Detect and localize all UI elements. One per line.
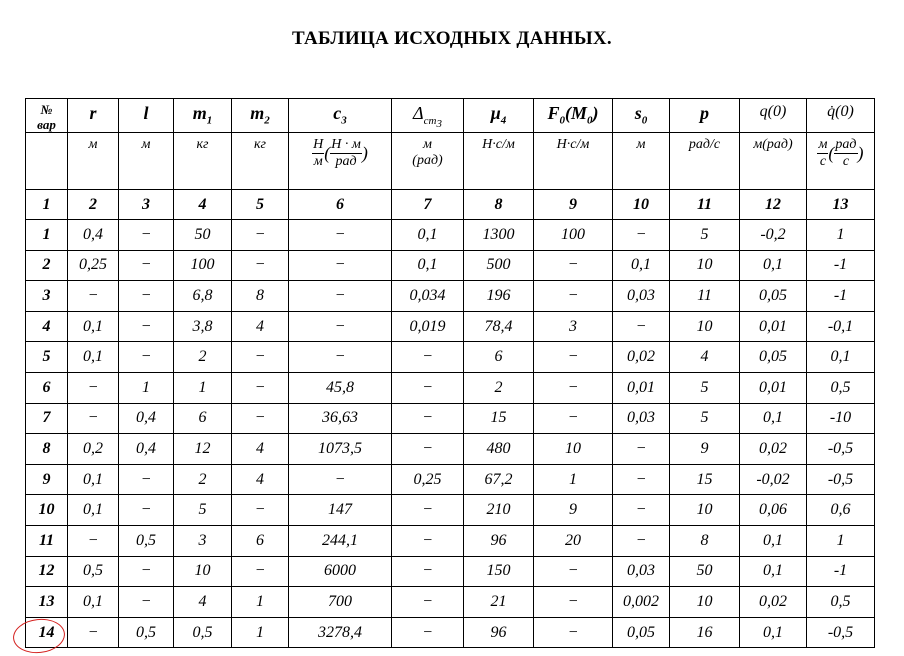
column-number: 4 [174,190,232,220]
table-cell: 10 [534,434,613,465]
table-cell: 1 [534,464,613,495]
table-cell: − [289,311,392,342]
unit-mu4: Н·с/м [464,133,534,190]
variant-number: 4 [26,311,68,342]
table-cell: 2 [174,464,232,495]
table-cell: − [392,342,464,373]
header-mu4: $\mu_4$ [464,99,534,133]
table-cell: -1 [807,250,875,281]
header-c3: $c_3$ [289,99,392,133]
table-cell: 0,01 [613,372,670,403]
unit-variant [26,133,68,190]
variant-number: 14 [26,617,68,648]
variant-number: 6 [26,372,68,403]
variant-number: 10 [26,495,68,526]
table-cell: 4 [232,464,289,495]
table-row [26,495,875,526]
table-cell: 1 [232,587,289,618]
table-cell: 6 [464,342,534,373]
table-cell: − [68,617,119,648]
table-row [26,281,875,312]
table-cell: − [534,342,613,373]
table-cell: 0,4 [68,220,119,251]
header-m2: $m_2$ [232,99,289,133]
table-cell: 10 [670,495,740,526]
table-cell: 67,2 [464,464,534,495]
table-cell: − [613,434,670,465]
table-cell: 150 [464,556,534,587]
table-cell: 3 [174,525,232,556]
table-cell: − [232,556,289,587]
table-cell: 50 [670,556,740,587]
table-row [26,342,875,373]
table-cell: 0,019 [392,311,464,342]
unit-l: м [119,133,174,190]
variant-number: 3 [26,281,68,312]
unit-p: рад/с [670,133,740,190]
table-cell: 9 [534,495,613,526]
table-cell: − [613,495,670,526]
table-cell: 8 [670,525,740,556]
table-cell: 10 [670,587,740,618]
table-cell: 16 [670,617,740,648]
table-cell: − [392,617,464,648]
table-cell: 0,1 [392,220,464,251]
table-cell: 4 [174,587,232,618]
table-row [26,311,875,342]
table-cell: 0,06 [740,495,807,526]
table-cell: 10 [670,311,740,342]
unit-m2: кг [232,133,289,190]
table-cell: − [119,342,174,373]
table-cell: 5 [174,495,232,526]
header-f0-m0: $F_0(M_0)$ [534,99,613,133]
table-cell: 0,05 [613,617,670,648]
table-cell: − [613,220,670,251]
unit-f0: Н·с/м [534,133,613,190]
page-title: ТАБЛИЦА ИСХОДНЫХ ДАННЫХ. [292,28,612,49]
column-number: 6 [289,190,392,220]
variant-number: 2 [26,250,68,281]
table-cell: 0,034 [392,281,464,312]
table-cell: 0,02 [613,342,670,373]
table-cell: − [232,250,289,281]
table-cell: − [534,617,613,648]
header-qdot0: q̇(0) [807,99,875,133]
table-cell: 0,1 [740,525,807,556]
table-cell: − [232,403,289,434]
table-cell: − [534,587,613,618]
table-cell: 21 [464,587,534,618]
table-cell: -0,5 [807,617,875,648]
table-cell: − [534,250,613,281]
table-cell: 11 [670,281,740,312]
table-cell: 5 [670,403,740,434]
table-cell: − [392,587,464,618]
table-cell: − [289,342,392,373]
table-cell: 147 [289,495,392,526]
table-cell: − [119,311,174,342]
table-cell: 78,4 [464,311,534,342]
variant-number: 7 [26,403,68,434]
table-cell: 1 [119,372,174,403]
table-cell: 0,4 [119,434,174,465]
table-cell: 0,5 [807,372,875,403]
table-cell: 9 [670,434,740,465]
table-cell: 50 [174,220,232,251]
table-cell: − [119,587,174,618]
column-number: 1 [26,190,68,220]
table-cell: 0,6 [807,495,875,526]
table-cell: 0,05 [740,342,807,373]
table-cell: 1300 [464,220,534,251]
table-cell: 480 [464,434,534,465]
header-row-symbols [26,99,875,133]
table-cell: 0,1 [68,464,119,495]
table-cell: 0,1 [68,342,119,373]
unit-m1: кг [174,133,232,190]
header-q0: q(0) [740,99,807,133]
variant-number: 1 [26,220,68,251]
table-cell: − [613,525,670,556]
table-cell: − [289,281,392,312]
table-cell: 3,8 [174,311,232,342]
column-number: 7 [392,190,464,220]
table-cell: 0,01 [740,372,807,403]
table-cell: − [119,556,174,587]
table-cell: 96 [464,617,534,648]
table-cell: 0,25 [68,250,119,281]
table-cell: 0,1 [740,617,807,648]
column-number: 10 [613,190,670,220]
table-cell: 36,63 [289,403,392,434]
table-cell: − [119,220,174,251]
table-cell: − [534,372,613,403]
table-row [26,220,875,251]
table-cell: 0,5 [174,617,232,648]
table-cell: 1 [174,372,232,403]
table-cell: − [68,281,119,312]
table-cell: 0,4 [119,403,174,434]
table-cell: − [289,464,392,495]
table-cell: 0,2 [68,434,119,465]
table-row [26,587,875,618]
table-cell: − [392,403,464,434]
table-row [26,250,875,281]
table-cell: 0,5 [119,525,174,556]
table-cell: 0,05 [740,281,807,312]
table-cell: − [392,434,464,465]
table-cell: 6,8 [174,281,232,312]
table-cell: 45,8 [289,372,392,403]
table-cell: 12 [174,434,232,465]
table-cell: 0,1 [392,250,464,281]
table-cell: − [119,495,174,526]
table-cell: 0,03 [613,281,670,312]
table-cell: − [392,556,464,587]
header-l: l [119,99,174,133]
table-cell: − [232,220,289,251]
table-cell: 0,03 [613,403,670,434]
table-cell: − [119,250,174,281]
unit-qdot0: $\frac{м}{с}$ ( $\frac{\text{рад}}{с}$ ) [807,133,875,190]
header-r: r [68,99,119,133]
column-number: 2 [68,190,119,220]
table-cell: − [613,464,670,495]
table-cell: 5 [670,372,740,403]
table-cell: 0,5 [807,587,875,618]
table-cell: 0,1 [68,311,119,342]
table-cell: 6 [174,403,232,434]
unit-q0: м(рад) [740,133,807,190]
table-cell: -1 [807,556,875,587]
table-cell: -10 [807,403,875,434]
table-cell: 0,1 [68,587,119,618]
table-cell: − [119,281,174,312]
table-cell: 0,03 [613,556,670,587]
column-number: 12 [740,190,807,220]
table-cell: − [289,250,392,281]
table-cell: − [613,311,670,342]
table-row [26,556,875,587]
table-cell: 100 [174,250,232,281]
table-row [26,525,875,556]
table-cell: 2 [174,342,232,373]
table-cell: − [232,342,289,373]
table-cell: -0,02 [740,464,807,495]
table-cell: -1 [807,281,875,312]
table-cell: 500 [464,250,534,281]
table-cell: -0,5 [807,464,875,495]
table-row [26,403,875,434]
table-cell: − [232,495,289,526]
table-cell: 10 [174,556,232,587]
header-delta-st: $\Delta_{ст_3}$ [392,99,464,133]
table-row [26,372,875,403]
variant-number: 12 [26,556,68,587]
table-cell: 5 [670,220,740,251]
table-cell: 20 [534,525,613,556]
table-cell: 1 [232,617,289,648]
column-number-row [26,190,875,220]
table-cell: 196 [464,281,534,312]
table-cell: − [119,464,174,495]
table-cell: − [534,403,613,434]
header-m1: $m_1$ [174,99,232,133]
header-row-units [26,133,875,190]
table-cell: − [68,372,119,403]
unit-delta-st: м (рад) [392,133,464,190]
table-cell: 0,02 [740,587,807,618]
table-cell: 3278,4 [289,617,392,648]
unit-c3: $\frac{Н}{м}$ ( $\frac{Н \cdot м}{\text{рад}}$ ) [289,133,392,190]
variant-number: 9 [26,464,68,495]
table-cell: − [68,525,119,556]
column-number: 9 [534,190,613,220]
column-number: 3 [119,190,174,220]
table-cell: 0,25 [392,464,464,495]
table-cell: − [534,556,613,587]
table-cell: − [232,372,289,403]
variant-number: 13 [26,587,68,618]
unit-r: м [68,133,119,190]
variant-number: 5 [26,342,68,373]
table-cell: 0,5 [68,556,119,587]
table-cell: 4 [670,342,740,373]
table-cell: − [289,220,392,251]
table-cell: -0,5 [807,434,875,465]
header-s0: $s_0$ [613,99,670,133]
table-cell: 1073,5 [289,434,392,465]
table-cell: 1 [807,220,875,251]
table-cell: 244,1 [289,525,392,556]
table-cell: 0,01 [740,311,807,342]
table-cell: − [534,281,613,312]
column-number: 11 [670,190,740,220]
variant-number: 8 [26,434,68,465]
table-cell: − [392,525,464,556]
table-cell: 0,1 [740,556,807,587]
table-cell: 1 [807,525,875,556]
table-cell: 0,5 [119,617,174,648]
column-number: 5 [232,190,289,220]
header-variant: № вар [26,99,68,133]
table-row [26,617,875,648]
table-cell: − [68,403,119,434]
column-number: 13 [807,190,875,220]
table-row [26,464,875,495]
table-cell: − [392,372,464,403]
table-cell: 0,1 [740,403,807,434]
table-cell: 2 [464,372,534,403]
column-number: 8 [464,190,534,220]
unit-s0: м [613,133,670,190]
table-cell: 0,1 [68,495,119,526]
table-cell: -0,2 [740,220,807,251]
table-cell: 15 [464,403,534,434]
table-row [26,434,875,465]
table-cell: 8 [232,281,289,312]
table-cell: 6000 [289,556,392,587]
header-p: p [670,99,740,133]
table-cell: 700 [289,587,392,618]
table-cell: − [392,495,464,526]
table-cell: 6 [232,525,289,556]
table-cell: 4 [232,311,289,342]
table-cell: 100 [534,220,613,251]
table-cell: 0,02 [740,434,807,465]
table-cell: 10 [670,250,740,281]
table-cell: 96 [464,525,534,556]
table-cell: 4 [232,434,289,465]
table-cell: 210 [464,495,534,526]
table-cell: 3 [534,311,613,342]
table-cell: 0,1 [740,250,807,281]
variant-number: 11 [26,525,68,556]
table-cell: 15 [670,464,740,495]
table-cell: 0,1 [807,342,875,373]
table-cell: 0,002 [613,587,670,618]
table-cell: 0,1 [613,250,670,281]
table-cell: -0,1 [807,311,875,342]
source-data-table [25,98,875,648]
